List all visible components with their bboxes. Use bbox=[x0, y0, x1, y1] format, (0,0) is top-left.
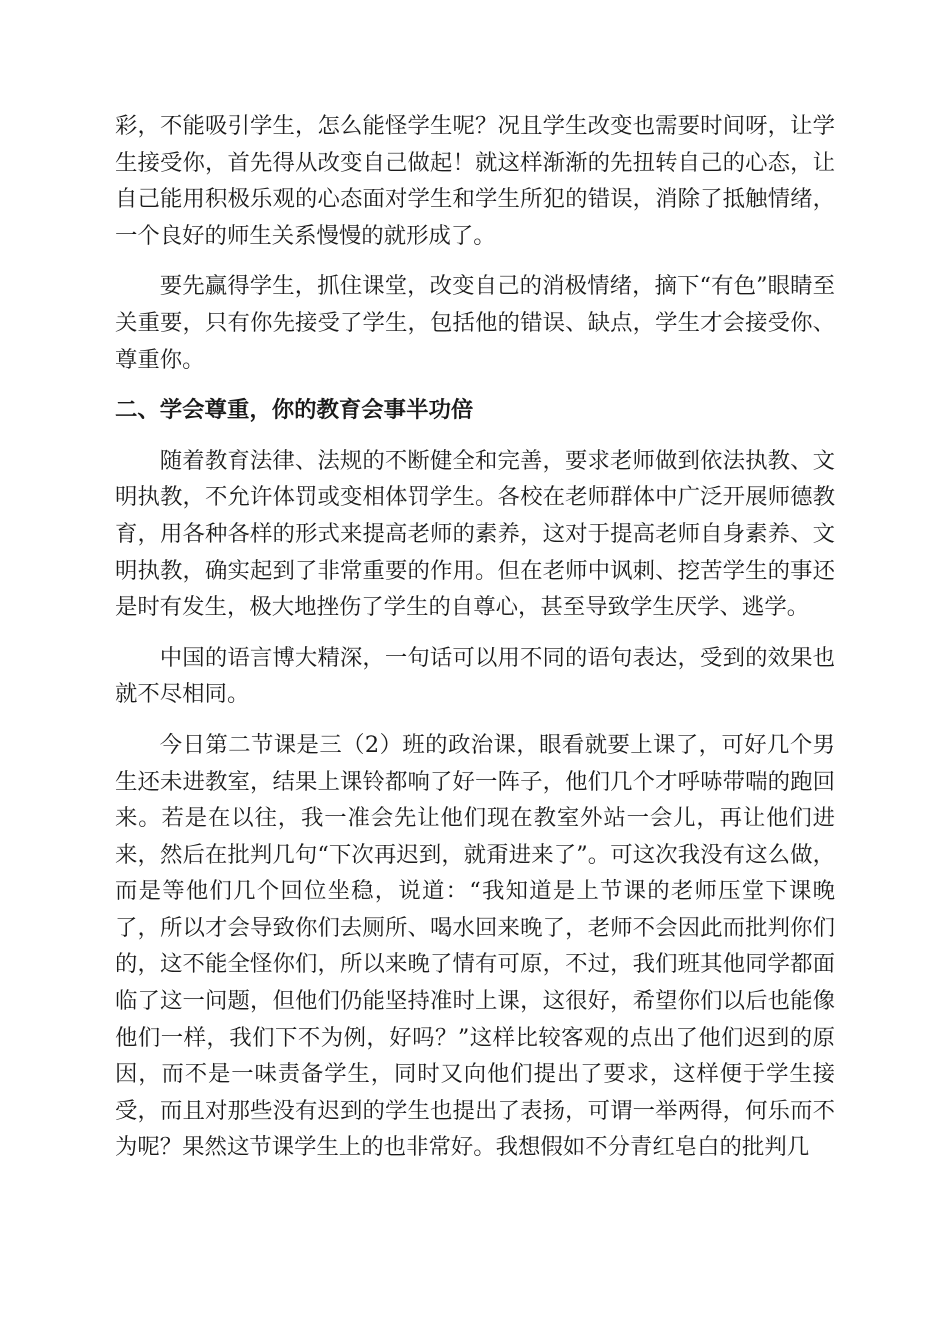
paragraph-continuation: 彩，不能吸引学生，怎么能怪学生呢？况且学生改变也需要时间呀，让学生接受你，首先得从改变自己做起！就这样渐渐的先扭转自己的心态，让自己能用积极乐观的心态面对学生和学生所犯的错误，消除了抵触情绪，一个良好的师生关系慢慢的就形成了。 bbox=[115, 113, 835, 249]
paragraph-education-law: 随着教育法律、法规的不断健全和完善，要求老师做到依法执教、文明执教，不允许体罚或变相体罚学生。各校在老师群体中广泛开展师德教育，用各种各样的形式来提高老师的素养，这对于提高老师自身素养、文明执教，确实起到了非常重要的作用。但在老师中讽刺、挖苦学生的事还是时有发生，极大地挫伤了学生的自尊心，甚至导致学生厌学、逃学。 bbox=[115, 447, 835, 621]
paragraph-win-students: 要先赢得学生，抓住课堂，改变自己的消极情绪，摘下“有色”眼睛至关重要，只有你先接受了学生，包括他的错误、缺点，学生才会接受你、尊重你。 bbox=[115, 273, 835, 373]
paragraph-politics-class: 今日第二节课是三（2）班的政治课，眼看就要上课了，可好几个男生还未进教室，结果上课铃都响了好一阵子，他们几个才呼哧带喘的跑回来。若是在以往，我一准会先让他们现在教室外站一会儿，再让他们进来，然后在批判几句“下次再迟到，就甭进来了”。可这次我没有这么做，而是等他们几个回位坐稳，说道：“我知道是上节课的老师压堂下课晚了，所以才会导致你们去厕所、喝水回来晚了，老师不会因此而批判你们的，这不能全怪你们，所以来晚了情有可原，不过，我们班其他同学都面临了这一问题，但他们仍能坚持准时上课，这很好，希望你们以后也能像他们一样，我们下不为例，好吗？”这样比较客观的点出了他们迟到的原因，而不是一味责备学生，同时又向他们提出了要求，这样便于学生接受，而且对那些没有迟到的学生也提出了表扬，可谓一举两得，何乐而不为呢？果然这节课学生上的也非常好。我想假如不分青红皂白的批判几 bbox=[115, 731, 835, 1161]
document-page bbox=[115, 108, 835, 1166]
paragraph-chinese-language: 中国的语言博大精深，一句话可以用不同的语句表达，受到的效果也就不尽相同。 bbox=[115, 644, 835, 708]
section-heading: 二、学会尊重，你的教育会事半功倍 bbox=[115, 397, 474, 424]
